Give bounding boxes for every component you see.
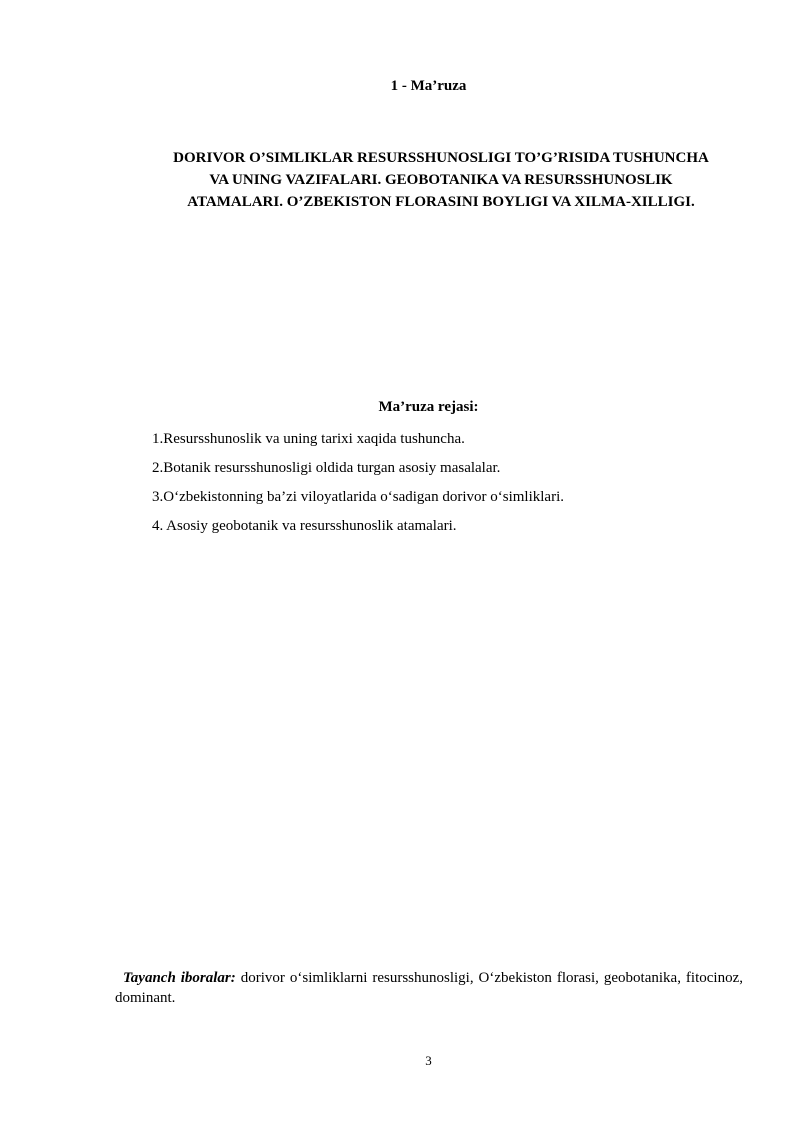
page-number: 3 (425, 1053, 432, 1068)
title-line: VA UNING VAZIFALARI. GEOBOTANIKA VA RESURSSHUNOSLIK (209, 172, 673, 188)
keywords-label: Tayanch iboralar: (123, 970, 236, 986)
keywords-text: dorivor o‘simliklarni resursshunosligi, O‘zbekiston florasi, geobotanika, fitocinoz, dominant. (115, 970, 743, 1006)
plan-heading: Ma’ruza rejasi: (378, 399, 479, 415)
main-title (130, 147, 752, 213)
lecture-number: 1 - Ma’ruza (390, 78, 467, 94)
title-line: DORIVOR O’SIMLIKLAR RESURSSHUNOSLIGI TO’G’RISIDA TUSHUNCHA (173, 150, 709, 166)
plan-item: 2.Botanik resursshunosligi oldida turgan asosiy masalalar. (152, 460, 501, 476)
plan-item: 4. Asosiy geobotanik va resursshunoslik atamalari. (152, 518, 457, 534)
title-line: ATAMALARI. O’ZBEKISTON FLORASINI BOYLIGI VA XILMA-XILLIGI. (187, 194, 695, 210)
plan-list (152, 430, 564, 546)
plan-item: 3.O‘zbekistonning ba’zi viloyatlarida o‘sadigan dorivor o‘simliklari. (152, 489, 564, 505)
keywords-paragraph (115, 968, 743, 1008)
plan-item: 1.Resursshunoslik va uning tarixi xaqida tushuncha. (152, 431, 465, 447)
